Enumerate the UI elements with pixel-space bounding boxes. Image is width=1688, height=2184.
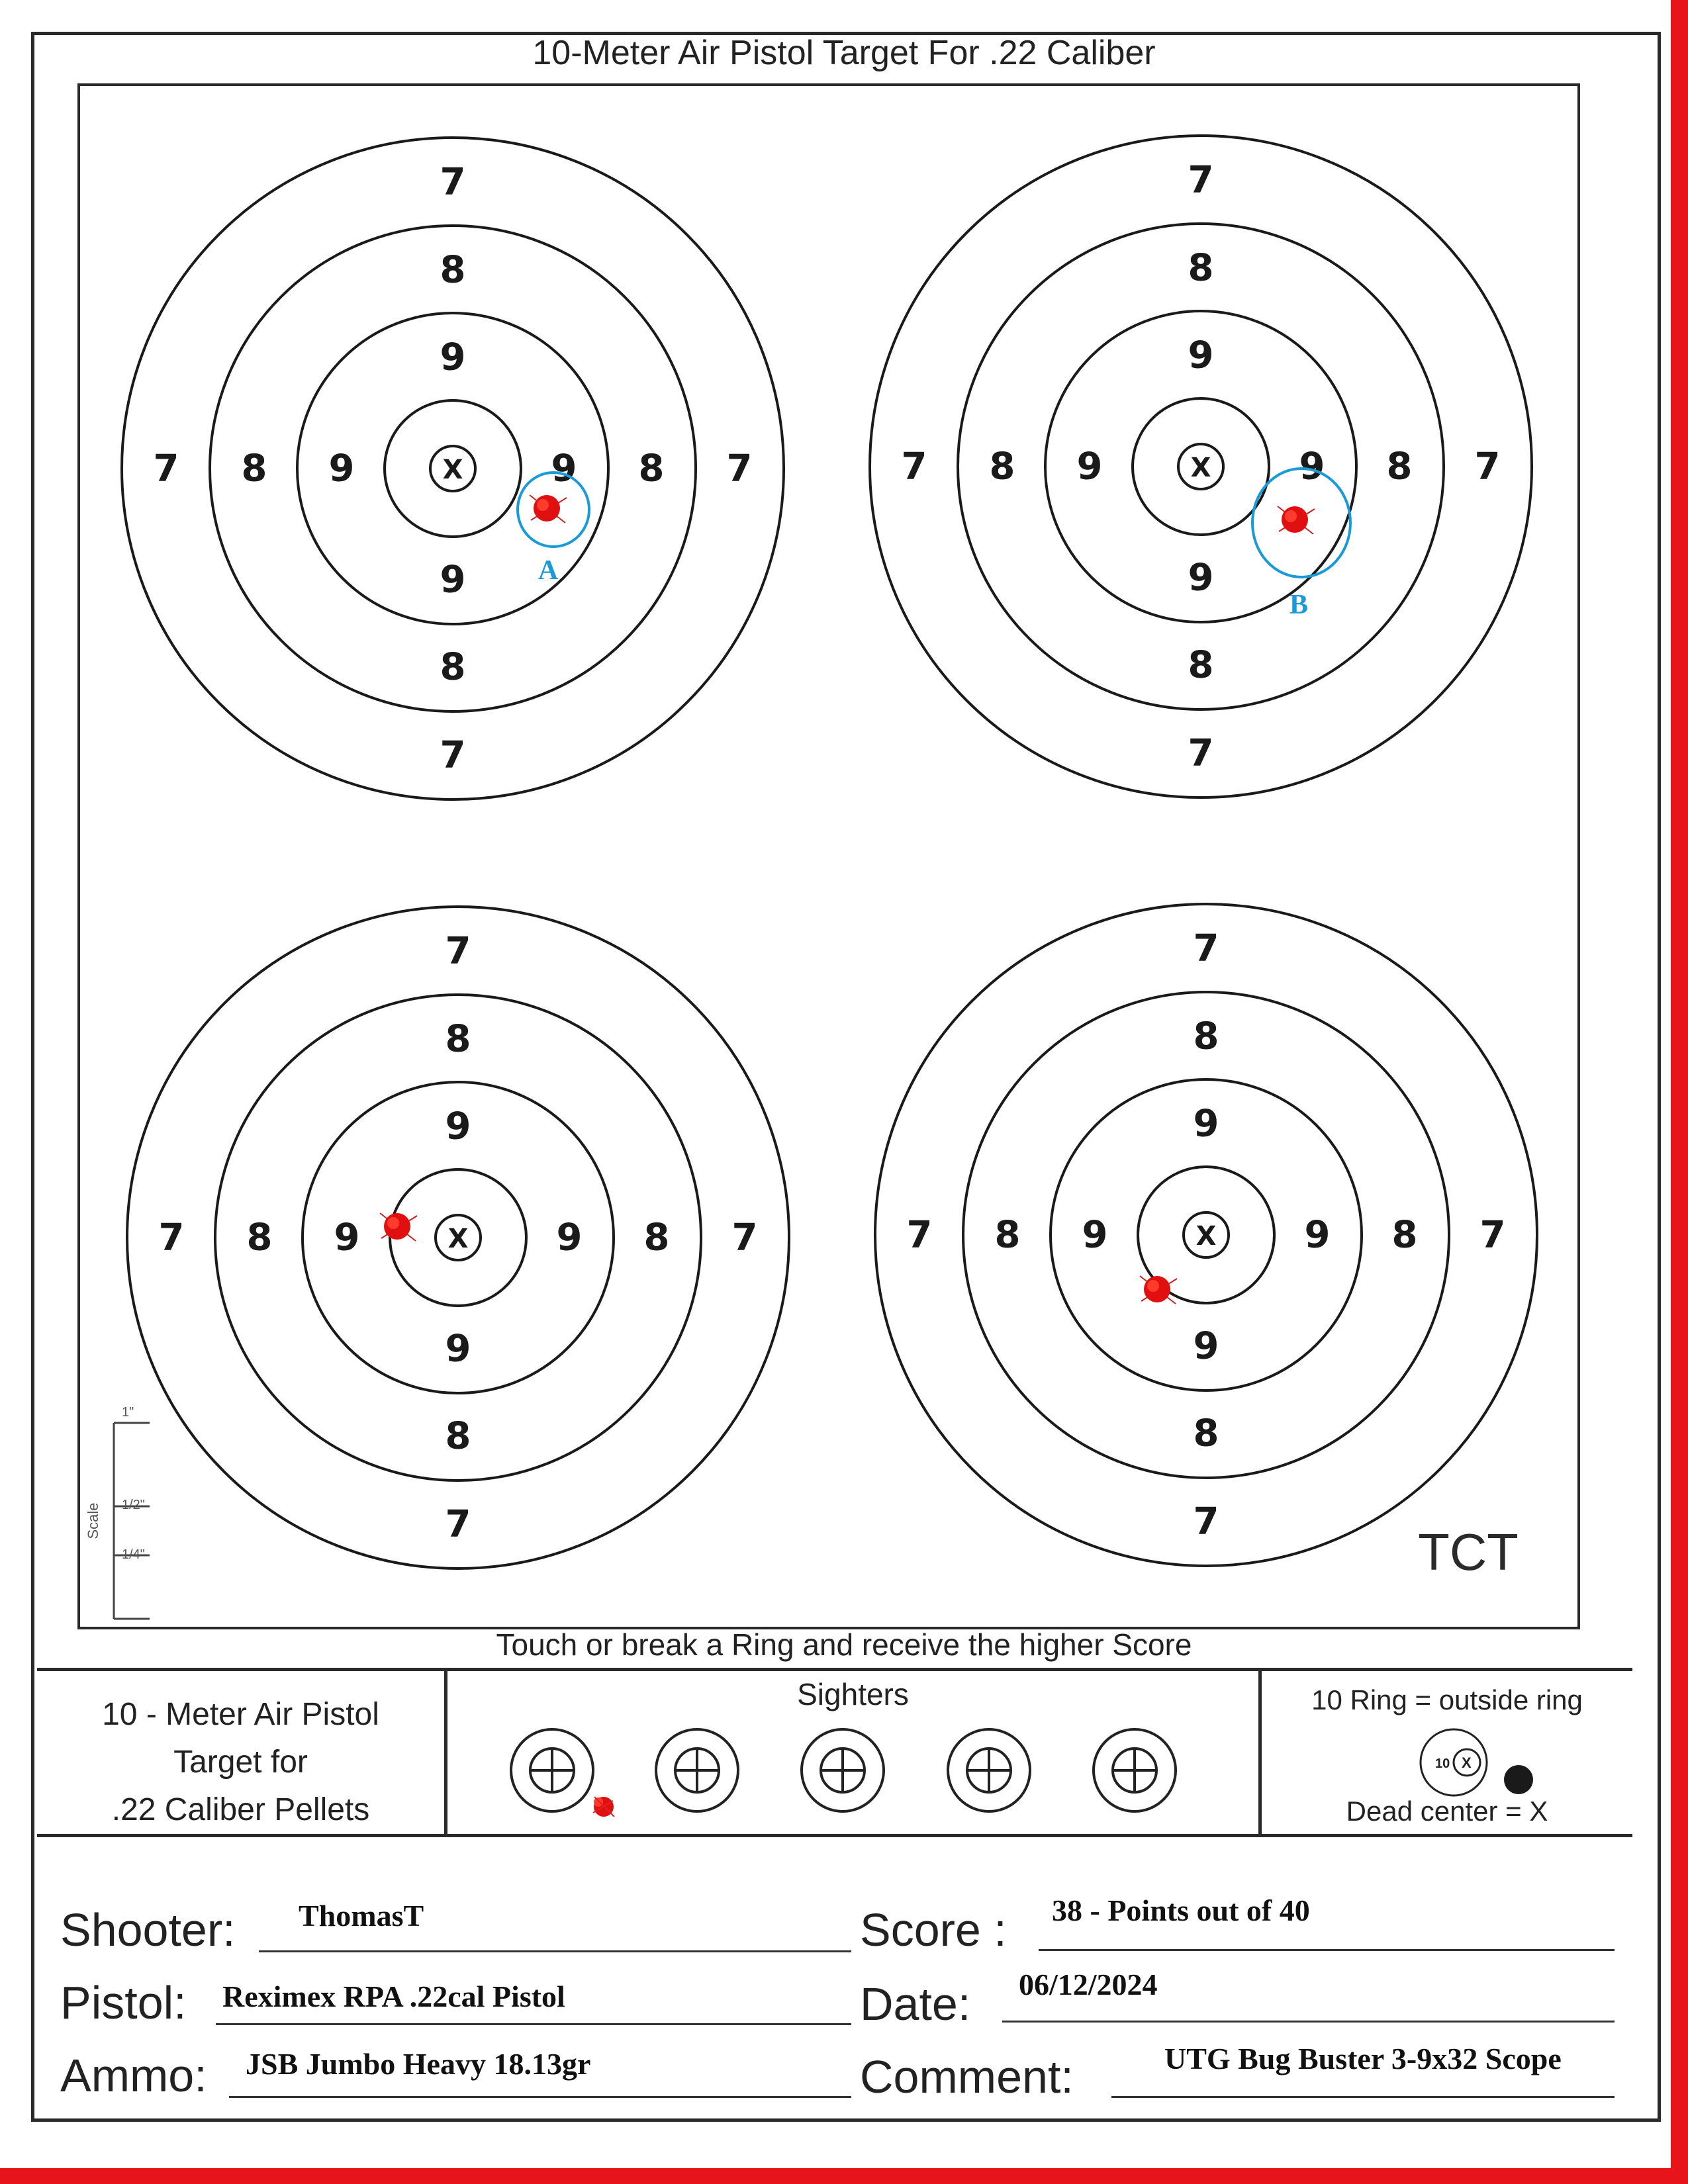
ring-label-9: 9	[445, 1105, 471, 1148]
sighter-target	[511, 1729, 593, 1811]
legend-center-label: X	[1462, 1754, 1472, 1771]
scale-mark-label: 1/4"	[122, 1547, 145, 1562]
annotation-label: B	[1289, 590, 1309, 620]
ring-label-8: 8	[643, 1216, 670, 1259]
scale-ruler	[85, 1405, 150, 1619]
x-center-label: X	[442, 455, 463, 485]
description-line-1: 10 - Meter Air Pistol	[102, 1697, 379, 1732]
info-strip	[37, 1668, 1632, 1837]
ring-label-8: 8	[1193, 1412, 1219, 1455]
comment-label: Comment:	[860, 2051, 1074, 2103]
ring-label-7: 7	[445, 1502, 471, 1546]
target-bottom-right	[875, 904, 1537, 1566]
description-line-2: Target for	[173, 1745, 308, 1780]
date-label: Date:	[860, 1978, 971, 2030]
score-label: Score :	[860, 1904, 1007, 1956]
shooter-line	[259, 1950, 851, 1952]
ring-label-7: 7	[153, 447, 179, 490]
ring-label-7: 7	[445, 929, 471, 973]
ring-label-7: 7	[726, 447, 753, 490]
ring-label-9: 9	[551, 447, 577, 490]
ring-label-8: 8	[638, 447, 665, 490]
pistol-line	[216, 2023, 851, 2025]
ring-label-8: 8	[241, 447, 267, 490]
ring-label-9: 9	[1193, 1324, 1219, 1368]
scale-label: Scale	[85, 1502, 101, 1539]
sheet-title: 10-Meter Air Pistol Target For .22 Caliber	[532, 34, 1156, 72]
sighters-row	[447, 1671, 1262, 1837]
ammo-line	[229, 2096, 851, 2098]
legend-center-note: Dead center = X	[1346, 1796, 1548, 1827]
pellet-hole	[380, 1213, 417, 1241]
shooter-row	[60, 1897, 851, 1956]
score-form	[37, 1837, 1632, 2122]
target-description-cell	[37, 1671, 447, 1834]
ring-label-7: 7	[158, 1216, 185, 1259]
tct-logo: TCT	[1418, 1523, 1519, 1581]
ammo-value: JSB Jumbo Heavy 18.13gr	[246, 2047, 591, 2081]
ring-label-8: 8	[994, 1213, 1021, 1257]
comment-value: UTG Bug Buster 3-9x32 Scope	[1164, 2042, 1562, 2075]
ring-label-9: 9	[328, 447, 355, 490]
pellet-hole	[530, 495, 567, 523]
ring-label-7: 7	[440, 733, 466, 777]
legend-ring-note: 10 Ring = outside ring	[1311, 1684, 1583, 1715]
target-top-left	[122, 138, 784, 799]
pellet-hole	[1140, 1276, 1177, 1304]
ring-label-8: 8	[1188, 246, 1214, 290]
ring-label-9: 9	[1299, 445, 1325, 488]
sighter-pellet-hole	[593, 1797, 614, 1817]
target-top-right	[870, 136, 1532, 797]
sighter-target	[802, 1729, 884, 1811]
ring-label-8: 8	[445, 1017, 471, 1061]
ring-label-8: 8	[1391, 1213, 1418, 1257]
ring-label-7: 7	[440, 160, 466, 204]
ring-label-8: 8	[1193, 1015, 1219, 1058]
ring-label-9: 9	[1193, 1102, 1219, 1146]
ring-label-9: 9	[1076, 445, 1103, 488]
ring-label-9: 9	[1082, 1213, 1108, 1257]
hole-highlight	[387, 1217, 399, 1229]
sighters-label: Sighters	[797, 1677, 909, 1711]
scoring-rule-text: Touch or break a Ring and receive the higher Score	[496, 1627, 1192, 1662]
legend-pellet-dot	[1504, 1765, 1533, 1794]
ring-label-8: 8	[1188, 643, 1214, 687]
x-center-label: X	[1190, 453, 1211, 483]
legend-ring-label: 10	[1435, 1756, 1450, 1771]
x-center-label: X	[1196, 1221, 1217, 1251]
ring-label-9: 9	[440, 336, 466, 379]
sighter-target	[656, 1729, 738, 1811]
pellet-hole	[1278, 506, 1315, 534]
ring-label-8: 8	[1386, 445, 1413, 488]
sighter-target	[1094, 1729, 1176, 1811]
ring-label-8: 8	[246, 1216, 273, 1259]
ring-label-7: 7	[1479, 1213, 1506, 1257]
ring-label-8: 8	[440, 645, 466, 689]
sighter-target	[948, 1729, 1030, 1811]
ring-label-9: 9	[445, 1327, 471, 1371]
ring-label-7: 7	[1193, 1500, 1219, 1543]
ammo-row	[60, 2042, 851, 2102]
ring-label-7: 7	[1474, 445, 1501, 488]
ring-label-7: 7	[731, 1216, 758, 1259]
ring-label-7: 7	[1188, 731, 1214, 775]
ring-label-7: 7	[901, 445, 927, 488]
hole-highlight	[1285, 510, 1297, 522]
ring-label-9: 9	[440, 558, 466, 602]
ring-label-9: 9	[334, 1216, 360, 1259]
ring-label-8: 8	[445, 1414, 471, 1458]
ring-label-8: 8	[440, 248, 466, 292]
scale-mark-label: 1/2"	[122, 1498, 145, 1512]
ring-label-9: 9	[1188, 556, 1214, 600]
pistol-row	[60, 1970, 851, 2029]
score-value: 38 - Points out of 40	[1052, 1893, 1310, 1927]
ring-label-7: 7	[1188, 158, 1214, 202]
shooter-value: ThomasT	[299, 1899, 424, 1933]
ring-label-9: 9	[1188, 334, 1214, 377]
hole-highlight	[537, 499, 549, 511]
legend-cell	[1262, 1671, 1632, 1834]
description-line-3: .22 Caliber Pellets	[111, 1792, 370, 1827]
target-bottom-left	[127, 907, 789, 1569]
score-line	[1039, 1949, 1615, 1951]
sighters-cell	[447, 1671, 1262, 1834]
ring-label-9: 9	[1304, 1213, 1331, 1257]
shooter-label: Shooter:	[60, 1904, 236, 1956]
comment-line	[1111, 2096, 1615, 2098]
date-line	[1002, 2021, 1615, 2023]
ring-label-7: 7	[906, 1213, 933, 1257]
date-row	[860, 1967, 1615, 2030]
ring-label-7: 7	[1193, 927, 1219, 970]
ammo-label: Ammo:	[60, 2050, 207, 2101]
scale-mark-label: 1"	[122, 1405, 134, 1420]
bottom-red-edge	[0, 2168, 1688, 2184]
pistol-label: Pistol:	[60, 1977, 187, 2028]
ring-label-9: 9	[556, 1216, 583, 1259]
date-value: 06/12/2024	[1019, 1968, 1158, 2001]
x-center-label: X	[447, 1224, 469, 1254]
ring-label-8: 8	[989, 445, 1015, 488]
target-description	[37, 1691, 444, 1834]
score-row	[860, 1893, 1615, 1956]
pistol-value: Reximex RPA .22cal Pistol	[222, 1979, 565, 2013]
comment-row	[860, 2040, 1615, 2103]
annotation-label: A	[538, 555, 559, 586]
hole-highlight	[1147, 1280, 1159, 1292]
